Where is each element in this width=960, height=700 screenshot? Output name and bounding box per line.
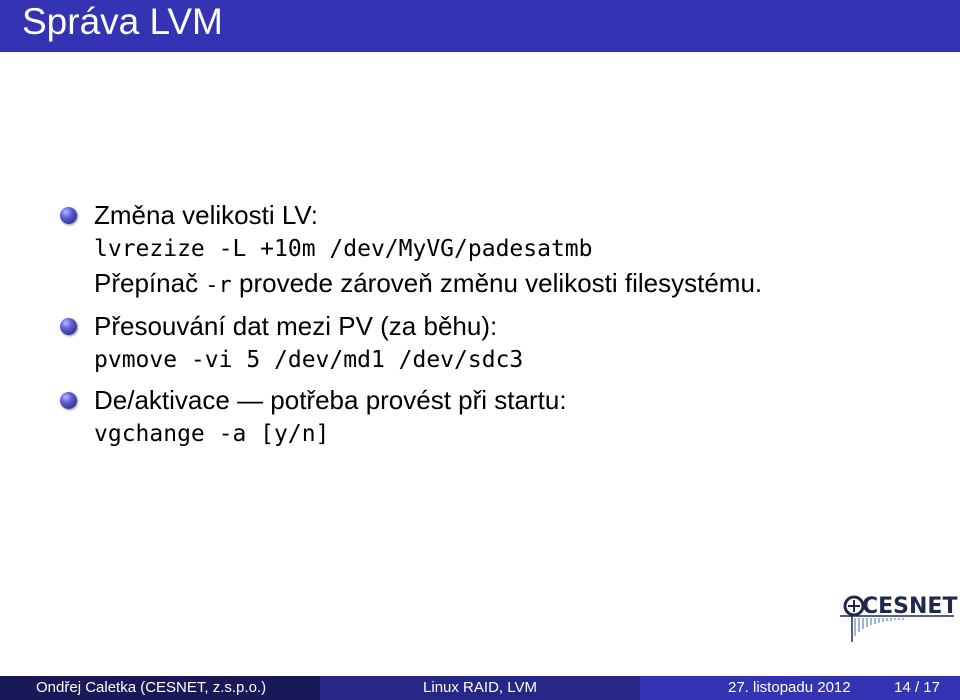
cesnet-logo xyxy=(838,592,956,644)
item-heading: Přesouvání dat mezi PV (za běhu): xyxy=(94,311,498,341)
item-command: vgchange -a [y/n] xyxy=(94,421,330,447)
list-item xyxy=(60,383,940,451)
bullet-icon xyxy=(60,318,77,335)
slide-content xyxy=(60,198,940,457)
note-text: provede zároveň změnu velikosti filesystému. xyxy=(231,268,763,298)
note-code: -r xyxy=(205,273,232,298)
bullet-icon xyxy=(60,392,77,409)
footer-author: Ondřej Caletka (CESNET, z.s.p.o.) xyxy=(0,676,320,700)
footer-date: 27. listopadu 2012 xyxy=(728,679,851,696)
item-heading: De/aktivace — potřeba provést při startu: xyxy=(94,385,567,415)
note-text: Přepínač xyxy=(94,268,206,298)
page-number: 14 / 17 xyxy=(894,679,940,696)
list-item xyxy=(60,309,940,377)
footer-talk-title: Linux RAID, LVM xyxy=(320,676,640,700)
footer xyxy=(0,676,960,700)
logo-text: CESNET xyxy=(862,594,958,619)
item-command: lvrezize -L +10m /dev/MyVG/padesatmb xyxy=(94,236,593,262)
item-heading: Změna velikosti LV: xyxy=(94,200,318,230)
bullet-icon xyxy=(60,207,77,224)
title-bar xyxy=(0,0,960,52)
footer-date-section xyxy=(640,676,960,700)
item-note xyxy=(94,266,940,303)
item-command: pvmove -vi 5 /dev/md1 /dev/sdc3 xyxy=(94,347,524,373)
list-item xyxy=(60,198,940,303)
slide-title: Správa LVM xyxy=(22,1,223,42)
